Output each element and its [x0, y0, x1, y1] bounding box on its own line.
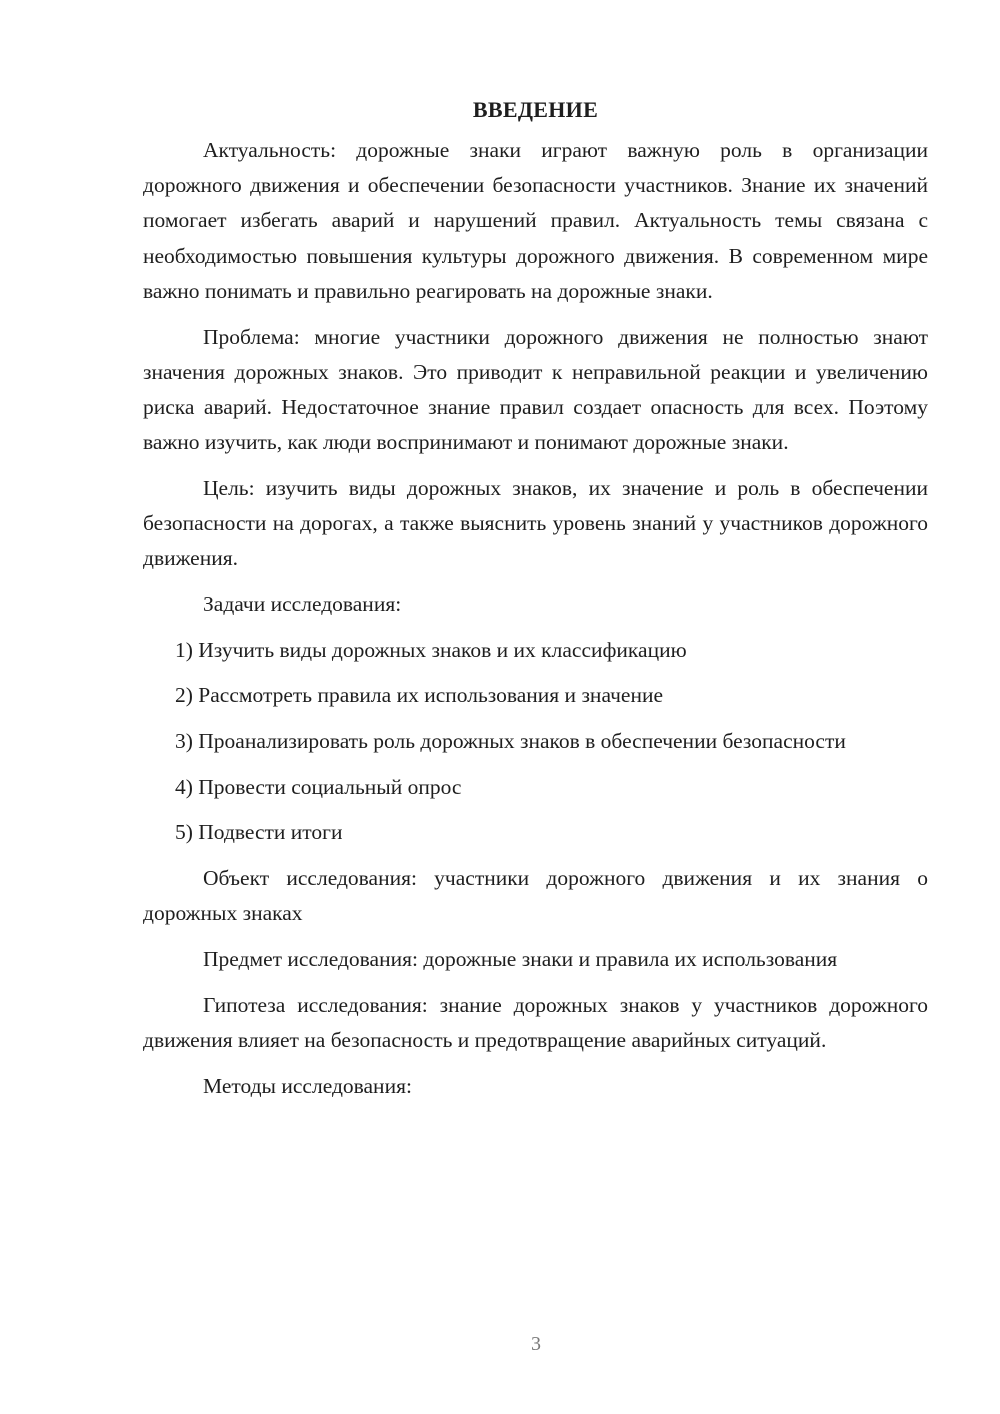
- paragraph-goal: Цель: изучить виды дорожных знаков, их значение и роль в обеспечении безопасности на дорогах, а также выяснить уровень знаний у участников дорожного движения.: [143, 475, 928, 571]
- page-number: 3: [531, 1333, 541, 1355]
- paragraph-subject: Предмет исследования: дорожные знаки и правила их использования: [203, 947, 838, 972]
- task-item-5: 5) Подвести итоги: [175, 820, 343, 845]
- task-item-3: 3) Проанализировать роль дорожных знаков в обеспечении безопасности: [175, 729, 846, 754]
- task-item-1: 1) Изучить виды дорожных знаков и их классификацию: [175, 637, 687, 662]
- tasks-title: Задачи исследования:: [203, 591, 402, 616]
- task-item-2: 2) Рассмотреть правила их использования и значение: [175, 683, 664, 708]
- task-item-4: 4) Провести социальный опрос: [175, 774, 462, 799]
- paragraph-object: Объект исследования: участники дорожного движения и их знания о дорожных знаках: [143, 866, 928, 926]
- section-heading: ВВЕДЕНИЕ: [472, 97, 599, 122]
- paragraph-hypothesis: Гипотеза исследования: знание дорожных знаков у участников дорожного движения влияет на безопасность и предотвращение аварийных ситуаций.: [143, 992, 928, 1052]
- methods-title: Методы исследования:: [203, 1073, 412, 1098]
- paragraph-relevance: Актуальность: дорожные знаки играют важную роль в организации дорожного движения и обеспечении безопасности участников. Знание их значений помогает избегать аварий и нарушений правил. Актуальность темы связана с необходимостью повышения культуры дорожного движения. В современном мире важно понимать и правильно реагировать на дорожные знаки.: [143, 138, 928, 303]
- paragraph-problem: Проблема: многие участники дорожного движения не полностью знают значения дорожных знаков. Это приводит к неправильной реакции и увеличению риска аварий. Недостаточное знание правил создает опасность для всех. Поэтому важно изучить, как люди воспринимают и понимают дорожные знаки.: [143, 324, 928, 455]
- page-content: [143, 92, 928, 1114]
